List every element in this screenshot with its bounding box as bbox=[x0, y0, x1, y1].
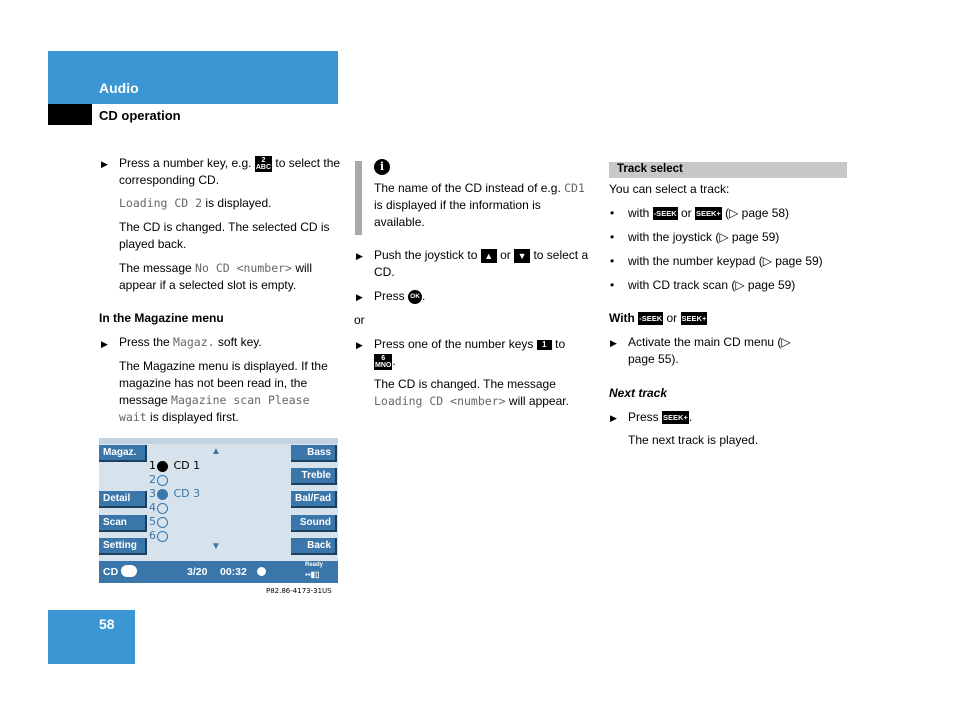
bullet-arrow: ▶ bbox=[610, 338, 617, 348]
slot-2[interactable]: 2 bbox=[149, 473, 168, 486]
balfad-softkey[interactable]: Bal/Fad bbox=[291, 491, 337, 508]
col2-step2: Press OK . bbox=[374, 289, 426, 303]
col3-b1: with -SEEK or SEEK+ (▷ page 58) bbox=[628, 206, 790, 220]
info-sidebar bbox=[355, 161, 362, 235]
col1-para1: The CD is changed. The selected CD is played back. bbox=[119, 220, 330, 251]
figure-caption: P82.86-4173-31US bbox=[266, 587, 332, 595]
key-1-icon: 1 bbox=[537, 340, 552, 350]
next-track-heading: Next track bbox=[609, 386, 668, 400]
col2-step1: Push the joystick to ▲ or ▼ to select a CD. bbox=[374, 248, 589, 279]
disc-empty-icon bbox=[157, 503, 168, 514]
scroll-up-icon[interactable]: ▲ bbox=[211, 446, 221, 457]
bullet-arrow: ▶ bbox=[101, 159, 108, 169]
status-track: 3/20 bbox=[187, 566, 208, 578]
signal-icon: ▪▪▮▯ bbox=[305, 570, 320, 579]
slot-5[interactable]: 5 bbox=[149, 515, 168, 528]
display-screen bbox=[99, 438, 338, 583]
detail-softkey[interactable]: Detail bbox=[99, 491, 147, 508]
status-ready: Ready bbox=[305, 562, 324, 568]
disc-empty-icon bbox=[157, 531, 168, 542]
slot-1[interactable]: 1 CD 1 bbox=[149, 459, 201, 472]
col3-with-heading: With -SEEK or SEEK+ bbox=[609, 311, 707, 325]
screen-top-band bbox=[99, 438, 338, 444]
page-number: 58 bbox=[99, 616, 115, 632]
col1-heading: In the Magazine menu bbox=[99, 311, 224, 325]
cd-disc-icon bbox=[121, 565, 137, 577]
ok-button-icon: OK bbox=[408, 290, 422, 304]
joystick-up-icon: ▲ bbox=[481, 249, 497, 263]
section-title: Audio bbox=[99, 80, 139, 96]
col2-or: or bbox=[354, 313, 365, 327]
col1-step2: Press the Magaz. soft key. bbox=[119, 335, 262, 349]
disc-loaded-icon bbox=[157, 461, 168, 472]
disc-loaded-icon bbox=[157, 489, 168, 500]
col3-b2: with the joystick (▷ page 59) bbox=[628, 230, 780, 244]
col1-para3: The Magazine menu is displayed. If the magazine has not been read in, the message Magazine scan Please wait is displayed first. bbox=[119, 359, 328, 424]
list-bullet: • bbox=[610, 278, 615, 292]
disc-empty-icon bbox=[157, 475, 168, 486]
col3-step2: Press SEEK+. bbox=[628, 410, 693, 424]
list-bullet: • bbox=[610, 206, 615, 220]
col3-step1: Activate the main CD menu (▷ page 55). bbox=[628, 335, 791, 366]
joystick-down-icon: ▼ bbox=[514, 249, 530, 263]
seek-minus-icon: -SEEK bbox=[639, 314, 663, 324]
col2-para: The CD is changed. The message Loading CD <number> will appear. bbox=[374, 377, 569, 408]
col1-para2: The message No CD <number> will appear if a selected slot is empty. bbox=[119, 261, 312, 292]
status-bar bbox=[99, 561, 338, 583]
status-time: 00:32 bbox=[220, 566, 247, 578]
bullet-arrow: ▶ bbox=[356, 292, 363, 302]
header-black-tab bbox=[48, 104, 92, 125]
key-6-mno-icon: 6 MNO bbox=[375, 354, 392, 369]
back-softkey[interactable]: Back bbox=[291, 538, 337, 555]
treble-softkey[interactable]: Treble bbox=[291, 468, 337, 485]
bullet-arrow: ▶ bbox=[610, 413, 617, 423]
col3-intro: You can select a track: bbox=[609, 182, 730, 196]
list-bullet: • bbox=[610, 230, 615, 244]
key-2-abc-icon: 2 ABC bbox=[255, 156, 272, 171]
slot-3-label: CD 3 bbox=[173, 487, 201, 500]
col3-para: The next track is played. bbox=[628, 433, 759, 447]
play-indicator-icon bbox=[257, 567, 266, 576]
slot-1-label: CD 1 bbox=[173, 459, 201, 472]
col2-step3: Press one of the number keys 1 to 6 MNO. bbox=[374, 337, 566, 369]
slot-3[interactable]: 3 CD 3 bbox=[149, 487, 201, 500]
subsection-title: CD operation bbox=[99, 108, 181, 123]
list-bullet: • bbox=[610, 254, 615, 268]
status-cd: CD bbox=[103, 566, 119, 578]
col1-loading: Loading CD 2 is displayed. bbox=[119, 196, 272, 210]
seek-plus-icon: SEEK+ bbox=[663, 413, 688, 423]
magaz-softkey[interactable]: Magaz. bbox=[99, 445, 147, 462]
slot-4[interactable]: 4 bbox=[149, 501, 168, 514]
seek-plus-icon: SEEK+ bbox=[681, 314, 707, 324]
sound-softkey[interactable]: Sound bbox=[291, 515, 337, 532]
bullet-arrow: ▶ bbox=[356, 251, 363, 261]
setting-softkey[interactable]: Setting bbox=[99, 538, 147, 555]
info-icon: i bbox=[374, 159, 390, 175]
seek-minus-icon: -SEEK bbox=[653, 209, 677, 219]
scan-softkey[interactable]: Scan bbox=[99, 515, 147, 532]
bullet-arrow: ▶ bbox=[356, 340, 363, 350]
scroll-down-icon[interactable]: ▼ bbox=[211, 541, 221, 552]
info-text: The name of the CD instead of e.g. CD1 is displayed if the information is available. bbox=[374, 181, 585, 229]
bullet-arrow: ▶ bbox=[101, 339, 108, 349]
col3-b4: with CD track scan (▷ page 59) bbox=[628, 278, 796, 292]
col3-b3: with the number keypad (▷ page 59) bbox=[628, 254, 823, 268]
page-number-block bbox=[48, 610, 135, 664]
header-bar bbox=[48, 51, 338, 104]
col1-step1: Press a number key, e.g. 2 ABC to select the corresponding CD. bbox=[119, 156, 341, 187]
bass-softkey[interactable]: Bass bbox=[291, 445, 337, 462]
track-select-title: Track select bbox=[617, 163, 683, 175]
disc-empty-icon bbox=[157, 517, 168, 528]
seek-plus-icon: SEEK+ bbox=[695, 209, 721, 219]
slot-6[interactable]: 6 bbox=[149, 529, 168, 542]
